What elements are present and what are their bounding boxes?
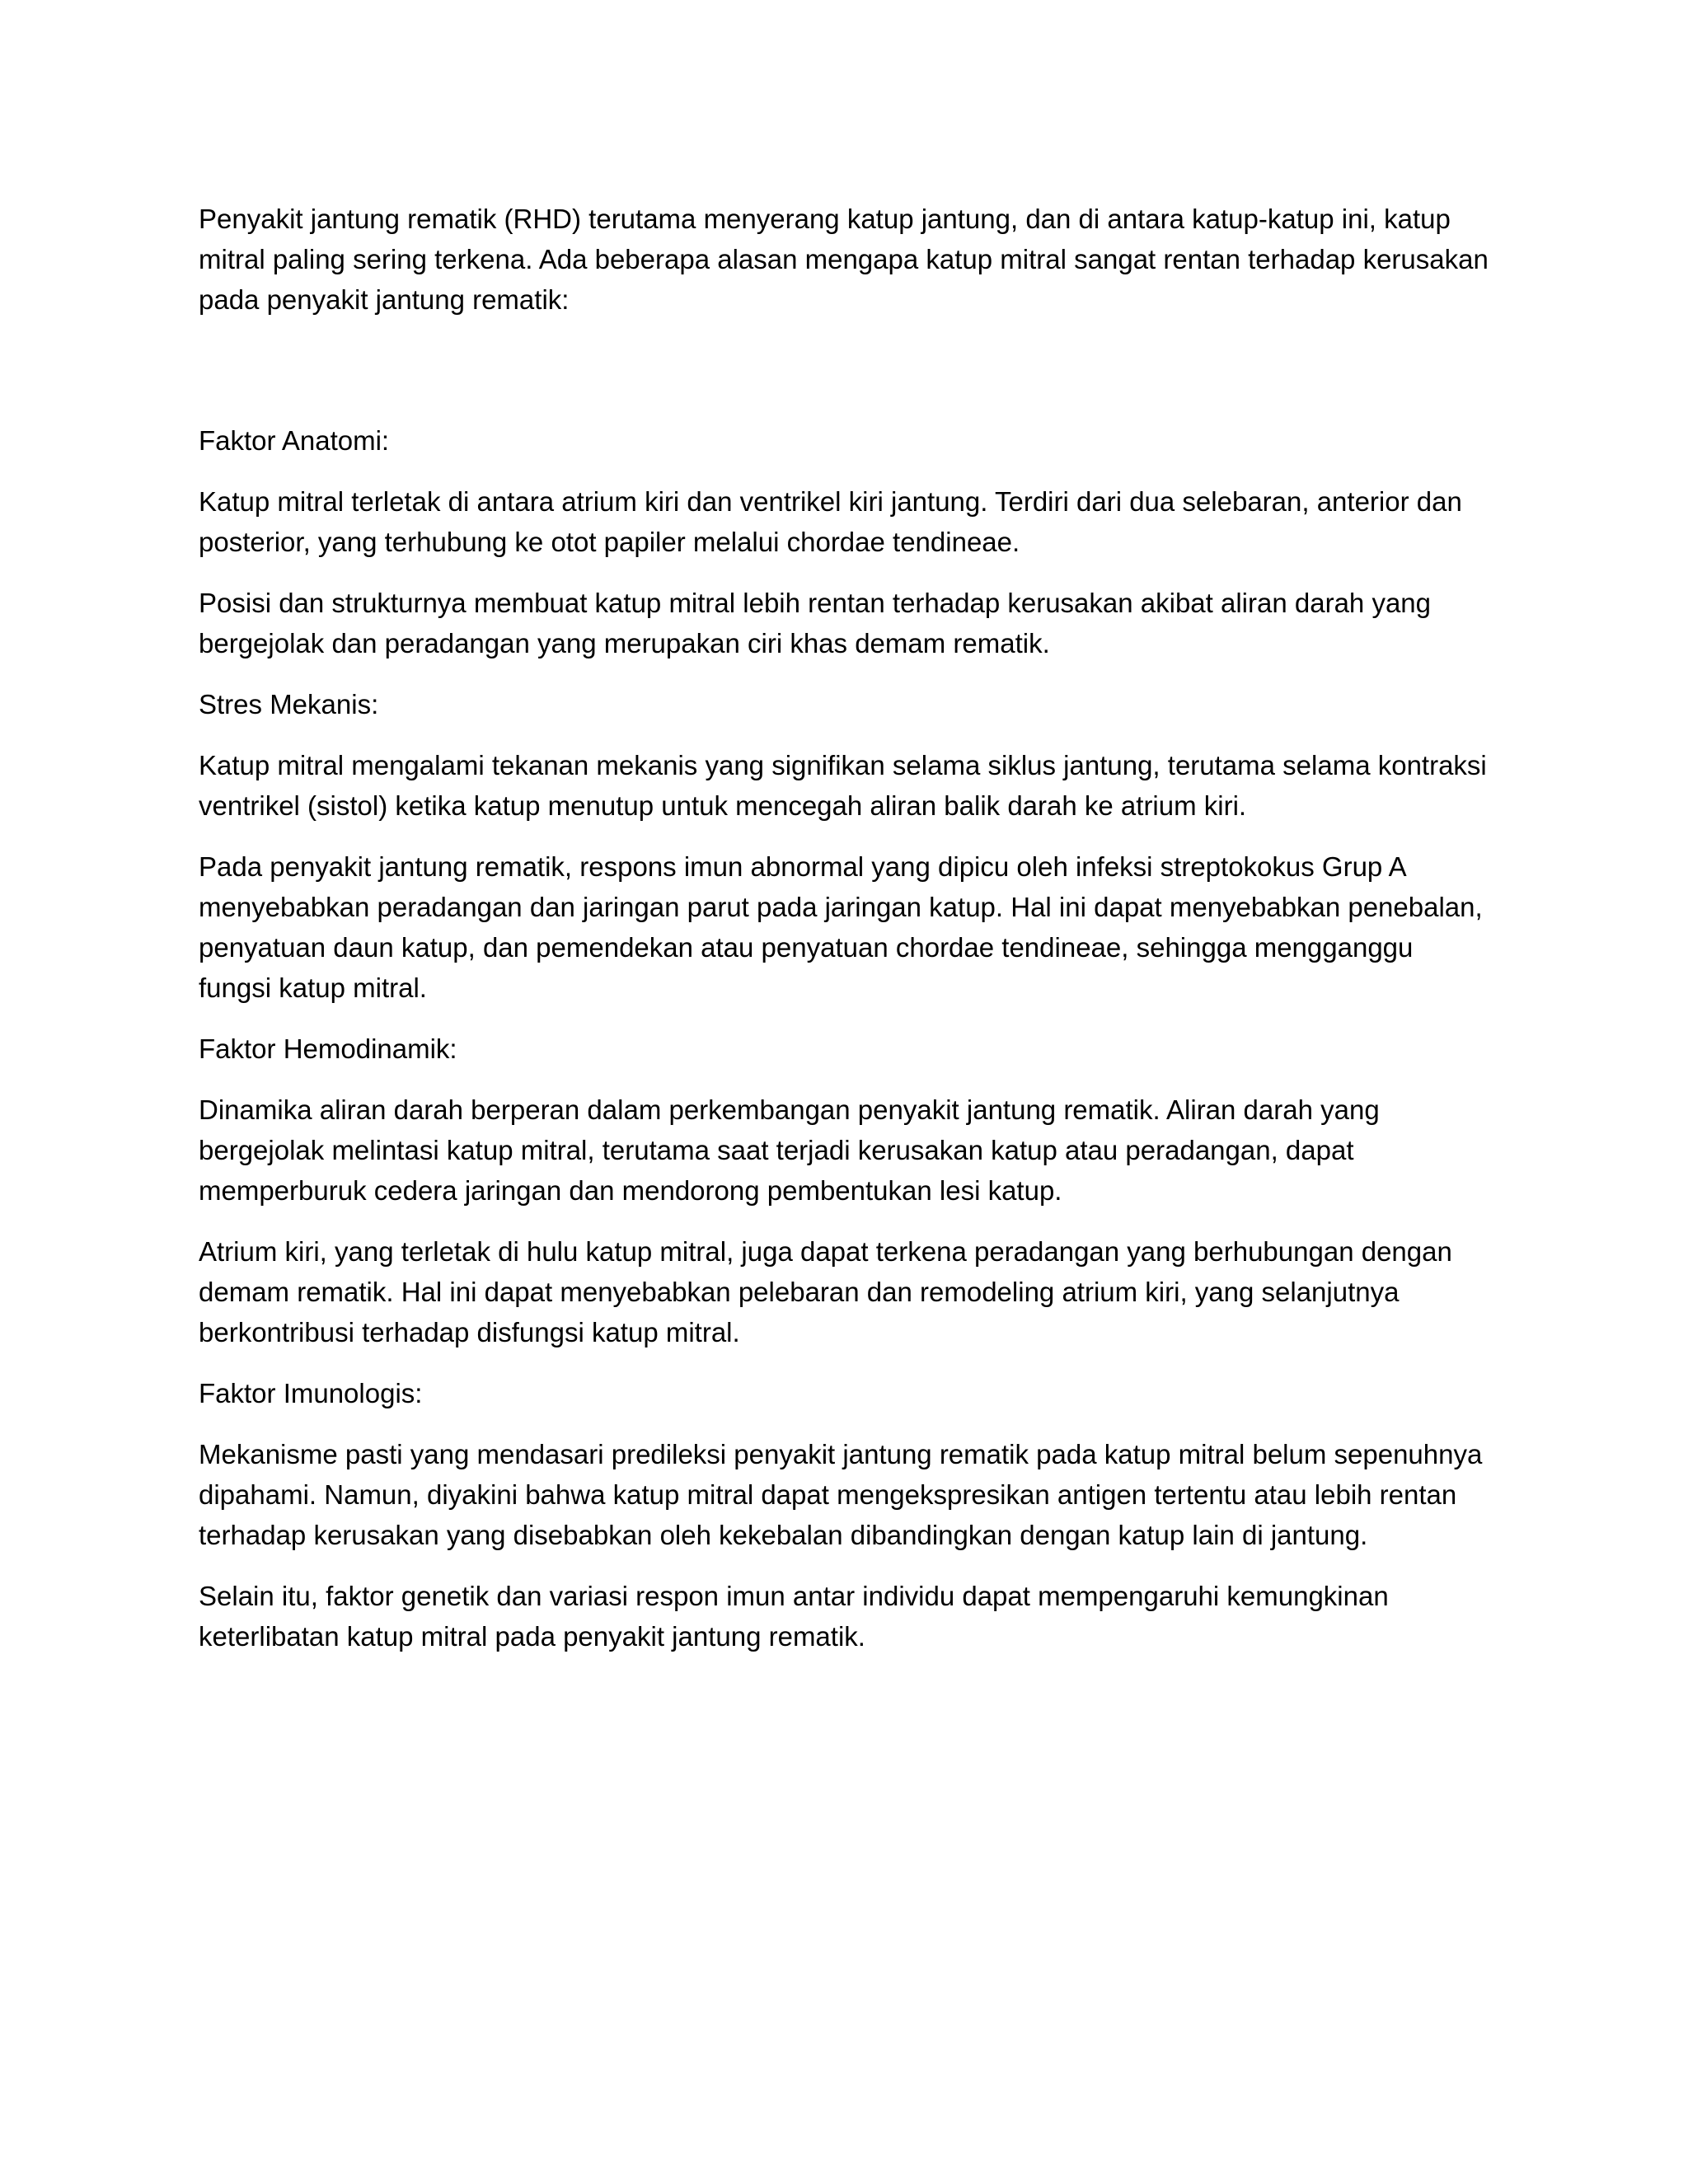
section-heading-hemodinamik: Faktor Hemodinamik: bbox=[199, 1033, 457, 1064]
paragraph: Katup mitral terletak di antara atrium kiri dan ventrikel kiri jantung. Terdiri dari dua selebaran, anterior dan posterior, yang terhubung ke otot papiler melalui chordae tendineae. bbox=[199, 486, 1462, 557]
section-heading-anatomi: Faktor Anatomi: bbox=[199, 425, 390, 456]
paragraph: Pada penyakit jantung rematik, respons imun abnormal yang dipicu oleh infeksi streptokokus Grup A menyebabkan peradangan dan jaringan parut pada jaringan katup. Hal ini dapat menyebabkan penebalan, penyatuan daun katup, dan pemendekan atau penyatuan chordae tendineae, sehingga mengganggu fungsi katup mitral. bbox=[199, 851, 1483, 1003]
intro-paragraph: Penyakit jantung rematik (RHD) terutama menyerang katup jantung, dan di antara katup-katup ini, katup mitral paling sering terkena. Ada beberapa alasan mengapa katup mitral sangat rentan terhadap kerusakan pada penyakit jantung rematik: bbox=[199, 204, 1489, 315]
paragraph: Dinamika aliran darah berperan dalam perkembangan penyakit jantung rematik. Aliran darah yang bergejolak melintasi katup mitral, terutama saat terjadi kerusakan katup atau peradangan, dapat memperburuk cedera jaringan dan mendorong pembentukan lesi katup. bbox=[199, 1094, 1380, 1206]
paragraph: Katup mitral mengalami tekanan mekanis yang signifikan selama siklus jantung, terutama selama kontraksi ventrikel (sistol) ketika katup menutup untuk mencegah aliran balik darah ke atrium kiri. bbox=[199, 750, 1487, 821]
paragraph: Posisi dan strukturnya membuat katup mitral lebih rentan terhadap kerusakan akibat aliran darah yang bergejolak dan peradangan yang merupakan ciri khas demam rematik. bbox=[199, 588, 1432, 658]
paragraph: Selain itu, faktor genetik dan variasi respon imun antar individu dapat mempengaruhi kemungkinan keterlibatan katup mitral pada penyakit jantung rematik. bbox=[199, 1581, 1389, 1652]
paragraph: Atrium kiri, yang terletak di hulu katup mitral, juga dapat terkena peradangan yang berhubungan dengan demam rematik. Hal ini dapat menyebabkan pelebaran dan remodeling atrium kiri, yang selanjutnya berkontribusi terhadap disfungsi katup mitral. bbox=[199, 1236, 1452, 1347]
section-heading-imunologis: Faktor Imunologis: bbox=[199, 1378, 423, 1408]
document-body bbox=[199, 199, 1493, 1677]
paragraph: Mekanisme pasti yang mendasari predileksi penyakit jantung rematik pada katup mitral belum sepenuhnya dipahami. Namun, diyakini bahwa katup mitral dapat mengekspresikan antigen tertentu atau lebih rentan terhadap kerusakan yang disebabkan oleh kekebalan dibandingkan dengan katup lain di jantung. bbox=[199, 1439, 1483, 1550]
section-heading-stres-mekanis: Stres Mekanis: bbox=[199, 689, 379, 719]
